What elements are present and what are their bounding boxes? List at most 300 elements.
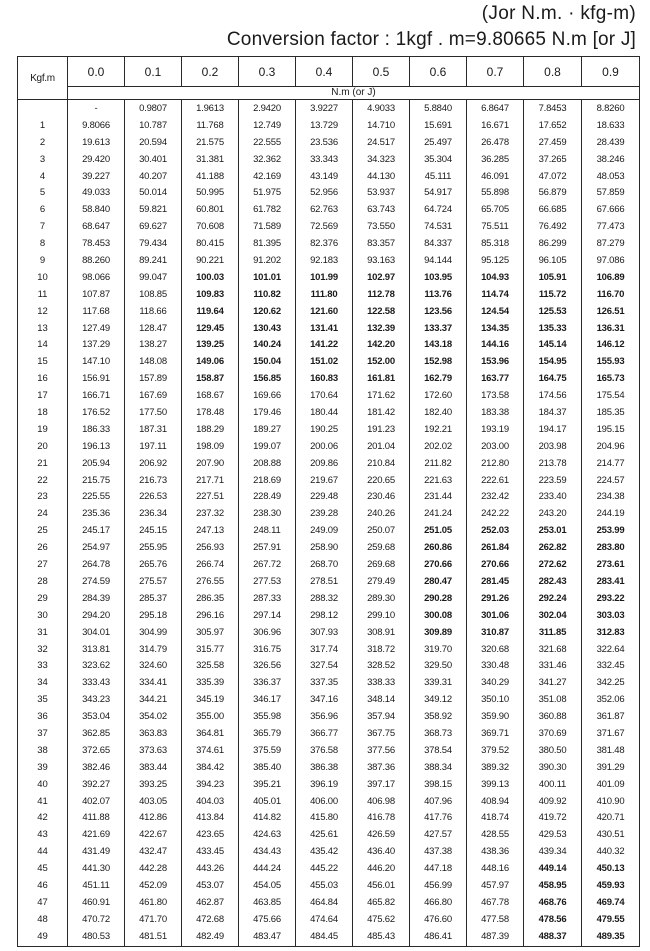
table-cell: 380.50 — [538, 744, 567, 756]
table-cell: 438.36 — [481, 846, 509, 858]
table-cell: 447.18 — [424, 863, 452, 875]
table-cell: 46.091 — [481, 170, 509, 182]
table-cell: 201.04 — [367, 440, 395, 452]
table-cell: 268.70 — [310, 559, 338, 571]
table-cell: 434.43 — [253, 846, 281, 858]
table-cell: 99.047 — [139, 271, 167, 283]
table-cell: 156.85 — [253, 373, 281, 385]
table-cell: 389.32 — [481, 761, 509, 773]
table-cell: 404.03 — [196, 795, 224, 807]
table-cell: 137.29 — [82, 339, 110, 351]
table-cell: 331.46 — [538, 660, 567, 672]
table-cell: 180.44 — [310, 407, 338, 419]
table-cell: 391.29 — [596, 761, 625, 773]
unit-row — [18, 87, 640, 100]
table-cell: 373.63 — [139, 744, 167, 756]
table-cell: 324.60 — [139, 660, 167, 672]
table-cell: 42.169 — [253, 170, 281, 182]
table-cell: 457.97 — [481, 879, 509, 891]
kgf-value: 43 — [37, 829, 48, 841]
table-cell: 410.90 — [596, 795, 625, 807]
table-cell: 145.14 — [538, 339, 567, 351]
table-cell: 369.71 — [481, 727, 509, 739]
table-cell: 62.763 — [310, 204, 338, 216]
table-cell: 184.37 — [538, 407, 567, 419]
table-cell: 71.589 — [253, 221, 281, 233]
kgf-value: 13 — [37, 322, 48, 334]
table-cell: 418.74 — [481, 812, 509, 824]
table-cell: 363.83 — [139, 727, 167, 739]
table-cell: 456.99 — [424, 879, 452, 891]
table-cell: 314.79 — [139, 643, 167, 655]
table-cell: 224.57 — [596, 474, 625, 486]
value-column — [182, 100, 239, 947]
table-cell: 335.39 — [196, 677, 224, 689]
table-cell: 295.18 — [139, 609, 167, 621]
table-cell: 376.58 — [310, 744, 338, 756]
table-cell: 248.11 — [253, 525, 281, 537]
table-cell: 412.86 — [139, 812, 167, 824]
table-cell: 294.20 — [82, 609, 110, 621]
table-cell: 236.34 — [139, 508, 167, 520]
table-cell: 259.68 — [367, 542, 395, 554]
table-cell: 309.89 — [424, 626, 452, 638]
table-cell: 56.879 — [538, 187, 567, 199]
table-cell: 406.98 — [367, 795, 395, 807]
table-cell: 117.68 — [82, 305, 110, 317]
table-cell: 390.30 — [538, 761, 567, 773]
table-cell: 158.87 — [196, 373, 224, 385]
kgf-value: 35 — [37, 694, 48, 706]
table-cell: - — [94, 103, 98, 114]
table-cell: 87.279 — [596, 238, 625, 250]
table-cell: 149.06 — [196, 356, 224, 368]
kgf-value: 34 — [37, 677, 48, 689]
table-cell: 170.64 — [310, 390, 338, 402]
table-cell: 264.78 — [82, 559, 110, 571]
table-cell: 255.95 — [139, 542, 167, 554]
table-cell: 166.71 — [82, 390, 110, 402]
table-data-row — [18, 100, 640, 947]
table-cell: 141.22 — [310, 339, 338, 351]
table-cell: 23.536 — [310, 136, 338, 148]
table-cell: 27.459 — [538, 136, 567, 148]
table-cell: 444.24 — [253, 863, 281, 875]
table-cell: 143.18 — [424, 339, 452, 351]
column-header: 0.4 — [296, 57, 353, 87]
table-cell: 173.58 — [481, 390, 509, 402]
table-cell: 15.691 — [424, 119, 452, 131]
table-cell: 147.10 — [82, 356, 110, 368]
table-cell: 241.24 — [424, 508, 452, 520]
table-cell: 50.014 — [139, 187, 167, 199]
table-cell: 352.06 — [596, 694, 625, 706]
table-cell: 332.45 — [596, 660, 625, 672]
kgf-value: 45 — [37, 863, 48, 875]
table-cell: 113.76 — [424, 288, 452, 300]
table-cell: 33.343 — [310, 153, 338, 165]
table-cell: 160.83 — [310, 373, 338, 385]
table-cell: 403.05 — [139, 795, 167, 807]
kgf-value: 26 — [37, 542, 48, 554]
table-cell: 28.439 — [596, 136, 625, 148]
table-cell: 357.94 — [367, 711, 395, 723]
table-cell: 472.68 — [196, 913, 224, 925]
table-cell: 148.08 — [139, 356, 167, 368]
table-cell: 226.53 — [139, 491, 167, 503]
table-cell: 463.85 — [253, 896, 281, 908]
value-column — [353, 100, 410, 947]
table-cell: 311.85 — [538, 626, 567, 638]
table-cell: 385.40 — [253, 761, 281, 773]
table-cell: 341.27 — [538, 677, 567, 689]
table-cell: 374.61 — [196, 744, 224, 756]
table-cell: 328.52 — [367, 660, 395, 672]
table-cell: 322.64 — [596, 643, 625, 655]
column-header: 0.6 — [410, 57, 467, 87]
kgf-value: 9 — [39, 255, 46, 267]
unit-heading: (Jor N.m. · kfg-m) — [481, 3, 636, 24]
table-cell: 318.72 — [367, 643, 395, 655]
table-cell: 49.033 — [82, 187, 110, 199]
table-cell: 50.995 — [196, 187, 224, 199]
kgf-value: 24 — [37, 508, 48, 520]
table-cell: 405.01 — [253, 795, 281, 807]
table-cell: 325.58 — [196, 660, 224, 672]
table-cell: 216.73 — [139, 474, 167, 486]
table-cell: 139.25 — [196, 339, 224, 351]
table-cell: 156.91 — [82, 373, 110, 385]
table-cell: 102.97 — [367, 271, 395, 283]
table-cell: 20.594 — [139, 136, 167, 148]
table-cell: 467.78 — [481, 896, 509, 908]
table-cell: 157.89 — [139, 373, 167, 385]
table-cell: 237.32 — [196, 508, 224, 520]
table-cell: 408.94 — [481, 795, 509, 807]
table-cell: 165.73 — [596, 373, 625, 385]
table-cell: 414.82 — [253, 812, 281, 824]
table-cell: 223.59 — [538, 474, 567, 486]
table-cell: 132.39 — [367, 322, 395, 334]
table-cell: 329.50 — [424, 660, 452, 672]
kgf-value: 38 — [37, 744, 48, 756]
kgf-value: 21 — [37, 457, 48, 469]
table-cell: 387.36 — [367, 761, 395, 773]
table-cell: 288.32 — [310, 592, 338, 604]
kgf-value: 7 — [39, 221, 46, 233]
table-cell: 152.98 — [424, 356, 452, 368]
table-cell: 450.13 — [596, 863, 625, 875]
table-cell: 182.40 — [424, 407, 452, 419]
table-cell: 296.16 — [196, 609, 224, 621]
table-cell: 372.65 — [82, 744, 110, 756]
table-cell: 346.17 — [253, 694, 281, 706]
table-cell: 284.39 — [82, 592, 110, 604]
table-cell: 203.00 — [481, 440, 509, 452]
table-cell: 383.44 — [139, 761, 167, 773]
kgf-value: 19 — [37, 423, 48, 435]
table-cell: 286.35 — [196, 592, 224, 604]
table-cell: 217.71 — [196, 474, 224, 486]
table-cell: 397.17 — [367, 778, 395, 790]
table-cell: 475.66 — [253, 913, 281, 925]
table-cell: 48.053 — [596, 170, 625, 182]
table-cell: 146.12 — [596, 339, 625, 351]
table-cell: 446.20 — [367, 863, 395, 875]
table-cell: 252.03 — [481, 525, 509, 537]
kgf-value: 41 — [37, 795, 48, 807]
table-cell: 32.362 — [253, 153, 281, 165]
table-cell: 95.125 — [481, 255, 509, 267]
kgf-value: 8 — [39, 238, 46, 250]
table-cell: 440.32 — [596, 846, 625, 858]
table-cell: 6.8647 — [481, 103, 509, 114]
table-cell: 21.575 — [196, 136, 224, 148]
kgf-value: 29 — [37, 592, 48, 604]
column-header: 0.7 — [467, 57, 524, 87]
table-cell: 178.48 — [196, 407, 224, 419]
table-cell: 218.69 — [253, 474, 281, 486]
table-cell: 279.49 — [367, 575, 395, 587]
table-cell: 73.550 — [367, 221, 395, 233]
table-cell: 220.65 — [367, 474, 395, 486]
table-cell: 199.07 — [253, 440, 281, 452]
table-cell: 303.03 — [596, 609, 625, 621]
table-cell: 0.9807 — [139, 103, 167, 114]
table-cell: 244.19 — [596, 508, 625, 520]
table-cell: 65.705 — [481, 204, 509, 216]
table-cell: 382.46 — [82, 761, 110, 773]
column-header: 0.0 — [68, 57, 125, 87]
table-cell: 258.90 — [310, 542, 338, 554]
table-cell: 169.66 — [253, 390, 281, 402]
table-cell: 108.85 — [139, 288, 167, 300]
table-cell: 366.77 — [310, 727, 338, 739]
table-cell: 485.43 — [367, 930, 395, 942]
table-cell: 275.57 — [139, 575, 167, 587]
table-cell: 81.395 — [253, 238, 281, 250]
table-cell: 351.08 — [538, 694, 567, 706]
table-cell: 486.41 — [424, 930, 452, 942]
table-cell: 111.80 — [310, 288, 338, 300]
table-cell: 78.453 — [82, 238, 110, 250]
kgf-value: 27 — [37, 559, 48, 571]
table-cell: 257.91 — [253, 542, 281, 554]
table-cell: 353.04 — [82, 711, 110, 723]
table-cell: 195.15 — [596, 423, 625, 435]
table-cell: 125.53 — [538, 305, 567, 317]
table-cell: 209.86 — [310, 457, 338, 469]
table-cell: 274.59 — [82, 575, 110, 587]
kgf-value: 6 — [39, 204, 46, 216]
table-cell: 239.28 — [310, 508, 338, 520]
kgf-value: 40 — [37, 778, 48, 790]
table-cell: 441.30 — [82, 863, 110, 875]
kgf-value: 31 — [37, 626, 48, 638]
table-cell: 142.20 — [367, 339, 395, 351]
table-cell: 283.80 — [596, 542, 625, 554]
table-cell: 25.497 — [424, 136, 452, 148]
table-cell: 344.21 — [139, 694, 167, 706]
table-cell: 175.54 — [596, 390, 625, 402]
table-cell: 423.65 — [196, 829, 224, 841]
table-cell: 413.84 — [196, 812, 224, 824]
table-cell: 345.19 — [196, 694, 224, 706]
table-cell: 161.81 — [367, 373, 395, 385]
table-cell: 240.26 — [367, 508, 395, 520]
table-cell: 162.79 — [424, 373, 452, 385]
table-cell: 448.16 — [481, 863, 509, 875]
value-column — [467, 100, 524, 947]
table-cell: 249.09 — [310, 525, 338, 537]
value-column — [68, 100, 125, 947]
kgf-column — [18, 100, 68, 947]
table-cell: 483.47 — [253, 930, 281, 942]
table-cell: 92.183 — [310, 255, 338, 267]
table-cell: 114.74 — [481, 288, 509, 300]
table-cell: 277.53 — [253, 575, 281, 587]
table-cell: 355.98 — [253, 711, 281, 723]
table-cell: 57.859 — [596, 187, 625, 199]
table-cell: 402.07 — [82, 795, 110, 807]
table-cell: 267.72 — [253, 559, 281, 571]
table-cell: 66.685 — [538, 204, 567, 216]
table-cell: 256.93 — [196, 542, 224, 554]
table-cell: 238.30 — [253, 508, 281, 520]
table-cell: 482.49 — [196, 930, 224, 942]
table-cell: 273.61 — [596, 559, 625, 571]
table-cell: 172.60 — [424, 390, 452, 402]
table-cell: 232.42 — [481, 491, 509, 503]
table-cell: 460.91 — [82, 896, 110, 908]
table-cell: 449.14 — [538, 863, 567, 875]
table-cell: 234.38 — [596, 491, 625, 503]
table-cell: 468.76 — [538, 896, 567, 908]
table-cell: 361.87 — [596, 711, 625, 723]
table-cell: 359.90 — [481, 711, 509, 723]
table-cell: 208.88 — [253, 457, 281, 469]
table-cell: 212.80 — [481, 457, 509, 469]
table-cell: 466.80 — [424, 896, 452, 908]
unit-label: N.m (or J) — [68, 87, 640, 100]
table-cell: 188.29 — [196, 423, 224, 435]
table-cell: 398.15 — [424, 778, 452, 790]
table-cell: 416.78 — [367, 812, 395, 824]
table-cell: 451.11 — [82, 879, 110, 891]
table-cell: 245.15 — [139, 525, 167, 537]
table-cell: 61.782 — [253, 204, 281, 216]
value-column — [239, 100, 296, 947]
table-cell: 386.38 — [310, 761, 338, 773]
table-cell: 388.34 — [424, 761, 452, 773]
table-cell: 304.01 — [82, 626, 110, 638]
table-cell: 317.74 — [310, 643, 338, 655]
table-cell: 285.37 — [139, 592, 167, 604]
table-cell: 424.63 — [253, 829, 281, 841]
table-cell: 461.80 — [139, 896, 167, 908]
value-column — [582, 100, 640, 947]
table-cell: 79.434 — [139, 238, 167, 250]
table-cell: 307.93 — [310, 626, 338, 638]
table-cell: 384.42 — [196, 761, 224, 773]
table-cell: 51.975 — [253, 187, 281, 199]
table-cell: 119.64 — [196, 305, 224, 317]
table-cell: 210.84 — [367, 457, 395, 469]
table-cell: 367.75 — [367, 727, 395, 739]
table-cell: 235.36 — [82, 508, 110, 520]
table-cell: 219.67 — [310, 474, 338, 486]
table-cell: 47.072 — [538, 170, 567, 182]
table-cell: 22.555 — [253, 136, 281, 148]
table-cell: 55.898 — [481, 187, 509, 199]
table-cell: 24.517 — [367, 136, 395, 148]
table-cell: 439.34 — [538, 846, 567, 858]
kgf-value: 28 — [37, 575, 48, 587]
table-cell: 481.51 — [139, 930, 167, 942]
table-cell: 470.72 — [82, 913, 110, 925]
kgf-value: 15 — [37, 356, 48, 368]
table-cell: 63.743 — [367, 204, 395, 216]
table-cell: 54.917 — [424, 187, 452, 199]
table-cell: 103.95 — [424, 271, 452, 283]
table-cell: 144.16 — [481, 339, 509, 351]
table-cell: 480.53 — [82, 930, 110, 942]
table-cell: 356.96 — [310, 711, 338, 723]
table-cell: 70.608 — [196, 221, 224, 233]
table-cell: 126.51 — [596, 305, 625, 317]
table-cell: 84.337 — [424, 238, 452, 250]
table-cell: 326.56 — [253, 660, 281, 672]
table-cell: 437.38 — [424, 846, 452, 858]
table-cell: 207.90 — [196, 457, 224, 469]
kgf-value: 20 — [37, 440, 48, 452]
table-cell: 305.97 — [196, 626, 224, 638]
table-cell: 469.74 — [596, 896, 625, 908]
table-cell: 9.8066 — [82, 119, 110, 131]
table-cell: 339.31 — [424, 677, 452, 689]
table-cell: 10.787 — [139, 119, 167, 131]
table-cell: 133.37 — [424, 322, 452, 334]
table-cell: 484.45 — [310, 930, 338, 942]
kgf-value: 10 — [37, 271, 48, 283]
table-cell: 202.02 — [424, 440, 452, 452]
table-cell: 378.54 — [424, 744, 452, 756]
table-cell: 191.23 — [367, 423, 395, 435]
table-cell: 76.492 — [538, 221, 567, 233]
table-cell: 488.37 — [538, 930, 567, 942]
table-cell: 118.66 — [139, 305, 167, 317]
table-cell: 187.31 — [139, 423, 167, 435]
table-cell: 129.45 — [196, 322, 224, 334]
table-cell: 276.55 — [196, 575, 224, 587]
table-cell: 320.68 — [481, 643, 509, 655]
table-cell: 138.27 — [139, 339, 167, 351]
column-header: 0.1 — [125, 57, 182, 87]
table-cell: 155.93 — [596, 356, 625, 368]
value-column — [125, 100, 182, 947]
table-cell: 69.627 — [139, 221, 167, 233]
table-cell: 183.38 — [481, 407, 509, 419]
kgf-value: 47 — [37, 896, 48, 908]
table-cell: 426.59 — [367, 829, 395, 841]
table-body — [18, 100, 640, 947]
table-cell: 371.67 — [596, 727, 625, 739]
table-cell: 291.26 — [481, 592, 509, 604]
table-cell: 392.27 — [82, 778, 110, 790]
table-cell: 421.69 — [82, 829, 110, 841]
table-cell: 313.81 — [82, 643, 110, 655]
table-cell: 13.729 — [310, 119, 338, 131]
